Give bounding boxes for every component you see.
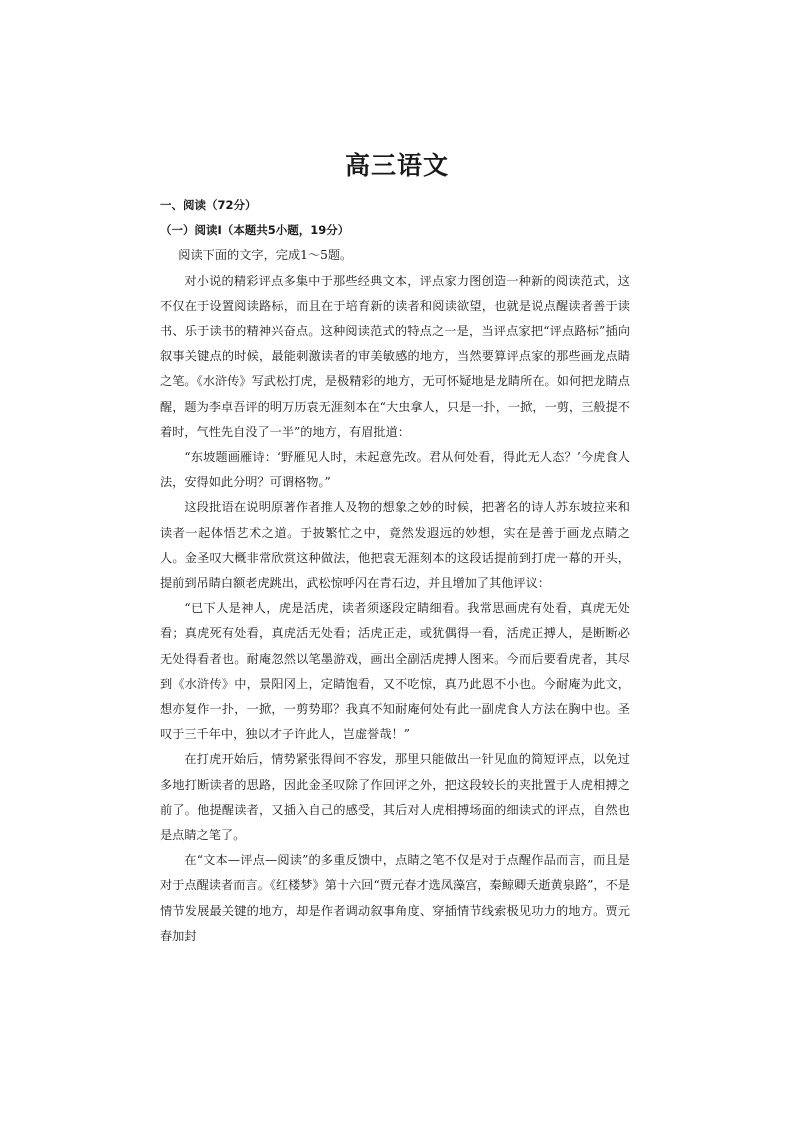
reading-content	[160, 190, 630, 949]
subsection-heading: （一）阅读Ⅰ（本题共5小题，19分）	[160, 223, 350, 238]
paragraph: 在打虎开始后，情势紧张得间不容发，那里只能做出一针见血的简短评点，以免过多地打断读者的思路，因此金圣叹除了作回评之外，把这段较长的夹批置于人虎相搏之前了。他提醒读者，又插入自己的感受，其后对人虎相搏场面的细读式的评点，自然也是点睛之笔了。	[160, 752, 630, 843]
paragraph: 对小说的精彩评点多集中于那些经典文本，评点家力图创造一种新的阅读范式，这不仅在于设置阅读路标，而且在于培育新的读者和阅读欲望，也就是说点醒读者善于读书、乐于读书的精神兴奋点。这种阅读范式的特点之一是，当评点家把“评点路标”插向叙事关键点的时候，最能刺激读者的审美敏感的地方，当然要算评点家的那些画龙点睛之笔。《水浒传》写武松打虎，是极精彩的地方，无可怀疑地是龙睛所在。如何把龙睛点醒，题为李卓吾评的明万历袁无涯刻本在“大虫拿人，只是一扑，一掀，一剪，三般提不着时，气性先自没了一半”的地方，有眉批道：	[160, 273, 630, 439]
quotation: “东坡题画雁诗：‘野雁见人时，未起意先改。君从何处看，得此无人态？’今虎食人法，安得如此分明？可谓格物。”	[160, 450, 630, 490]
instruction-text: 阅读下面的文字，完成1～5题。	[178, 248, 353, 263]
paragraph: 在“文本—评点—阅读”的多重反馈中，点睛之笔不仅是对于点醒作品而言，而且是对于点醒读者而言。《红楼梦》第十六回“贾元春才选凤藻宫，秦鲸卿夭逝黄泉路”，不是情节发展最关键的地方，却是作者调动叙事角度、穿插情节线索极见功力的地方。贾元春加封	[160, 853, 630, 943]
section-heading: 一、阅读（72分）	[160, 198, 257, 212]
quotation: “已下人是神人，虎是活虎，读者须逐段定睛细看。我常思画虎有处看，真虎无处看；真虎死有处看，真虎活无处看；活虎正走，或犹偶得一看，活虎正搏人，是断断必无处得看者也。耐庵忽然以笔墨游戏，画出全副活虎搏人图来。今而后要看虎者，其尽到《水浒传》中，景阳冈上，定睛饱看，又不吃惊，真乃此恩不小也。今耐庵为此文，想亦复作一扑，一掀，一剪势耶？我真不知耐庵何处有此一副虎食人方法在胸中也。圣叹于三千年中，独以才子许此人，岂虚誉哉！”	[160, 601, 630, 742]
page-title: 高三语文	[344, 151, 449, 180]
paragraph: 这段批语在说明原著作者推人及物的想象之妙的时候，把著名的诗人苏东坡拉来和读者一起体悟艺术之道。于披繁忙之中，竟然发遐远的妙想，实在是善于画龙点睛之人。金圣叹大概非常欣赏这种做法，他把袁无涯刻本的这段话提前到打虎一幕的开头，提前到吊睛白额老虎跳出，武松惊呼闪在青石边，并且增加了其他评议：	[160, 500, 630, 591]
